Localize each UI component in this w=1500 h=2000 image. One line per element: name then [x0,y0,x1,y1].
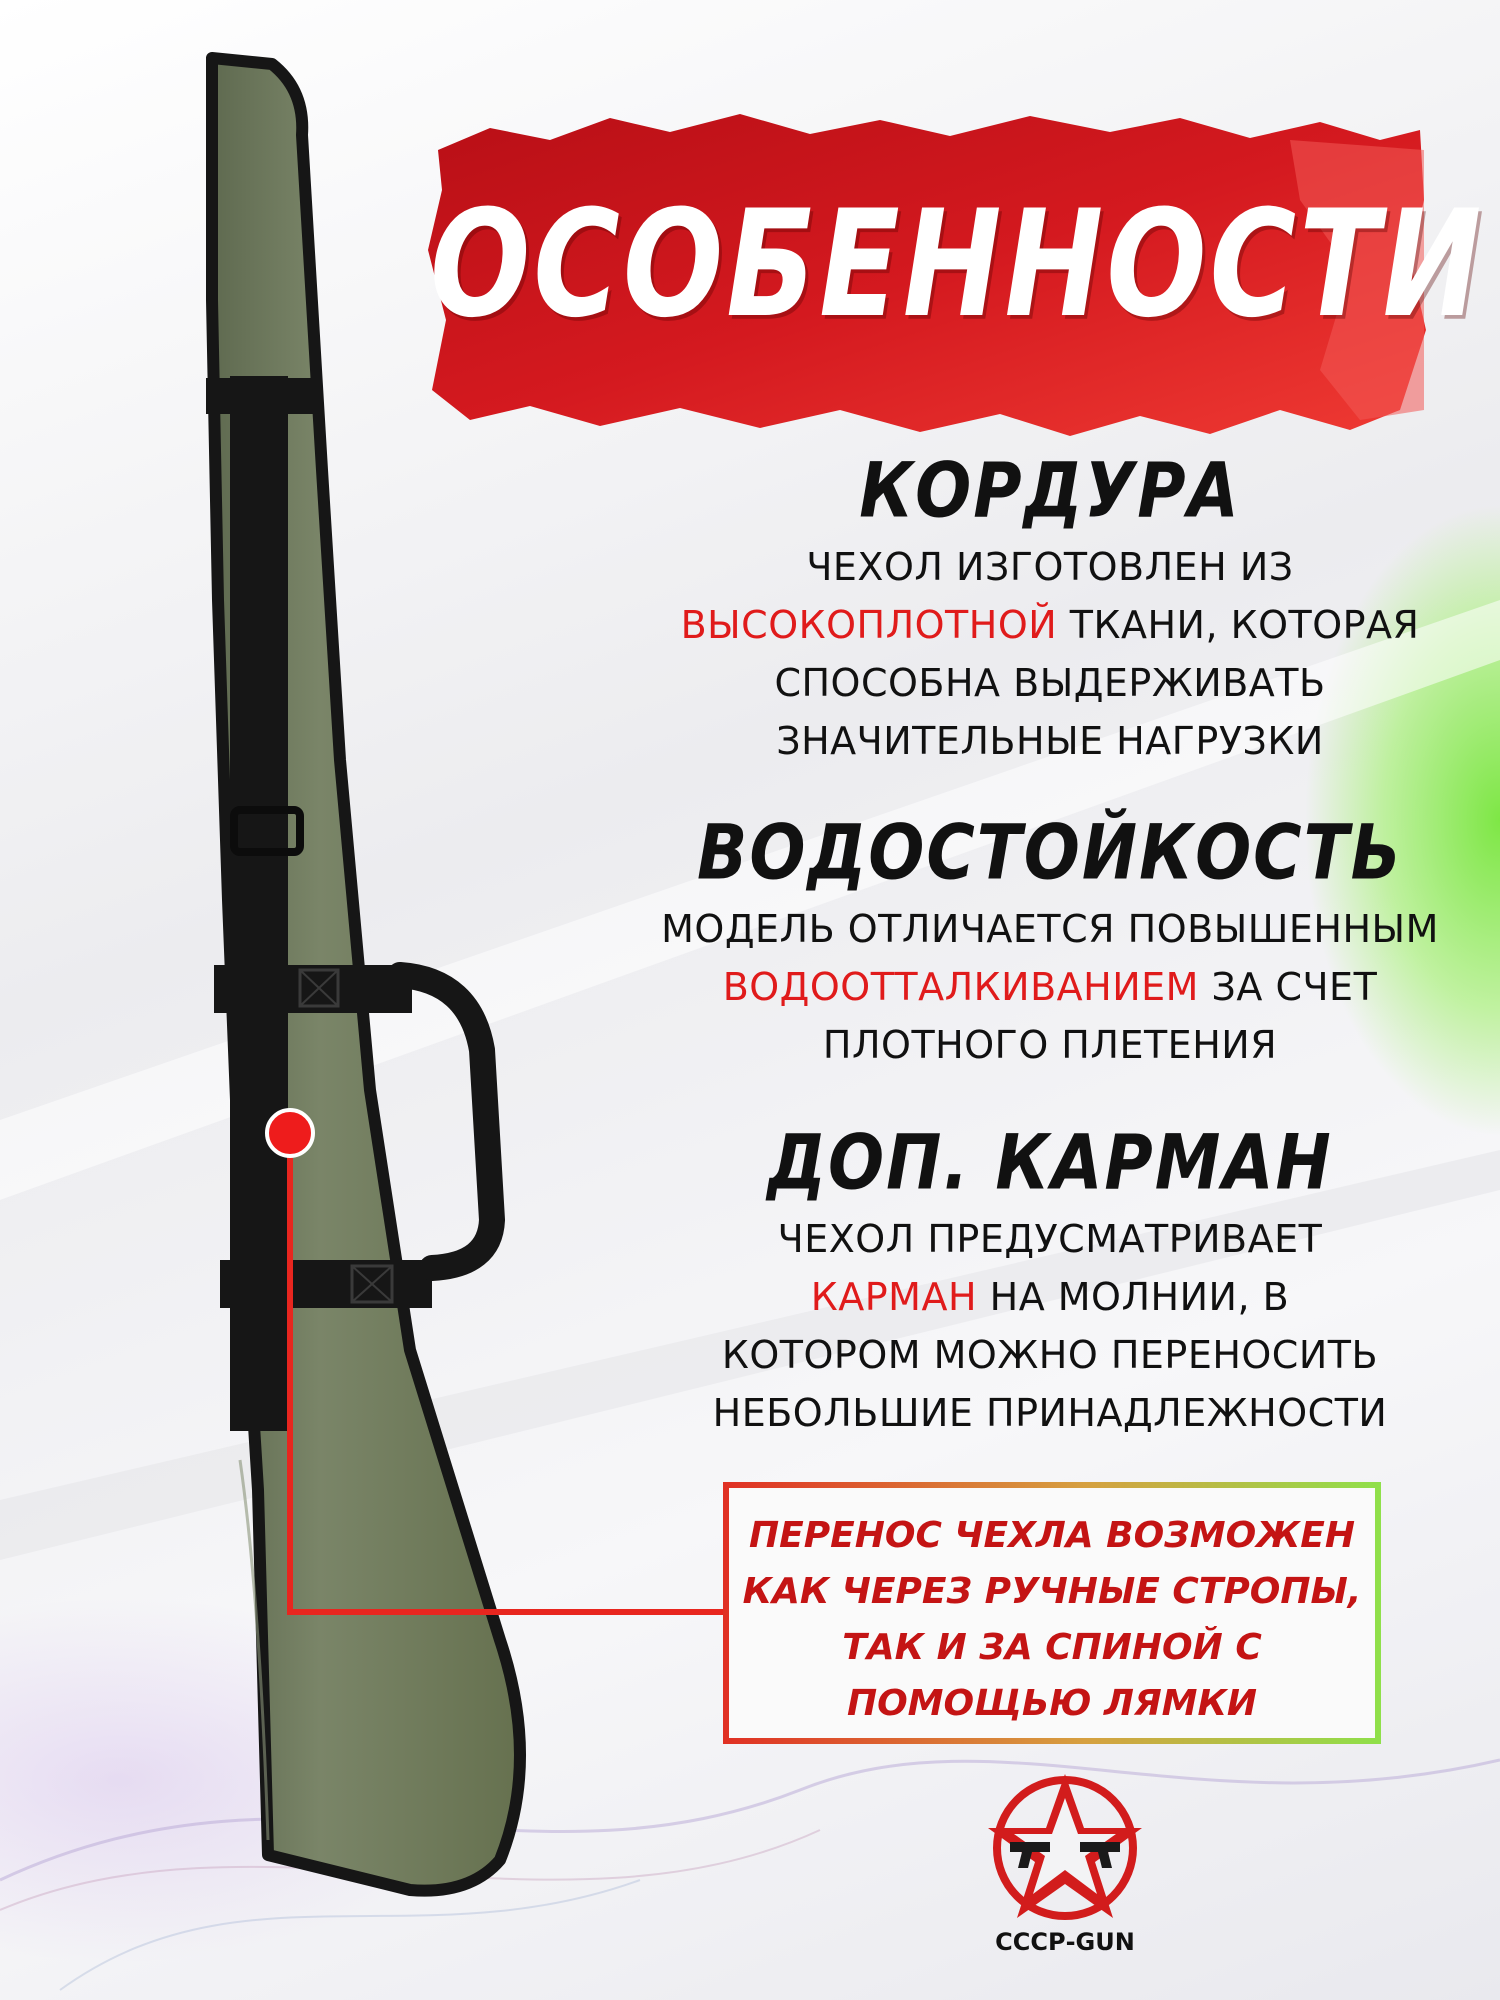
text-line: ЗА СЧЕТ [1198,965,1378,1009]
text-line: НА МОЛНИИ, В [977,1275,1290,1319]
brand-name: СССР-GUN [995,1928,1135,1956]
text-line: НЕБОЛЬШИЕ ПРИНАДЛЕЖНОСТИ [712,1391,1388,1435]
page-title: ОСОБЕННОСТИ [430,177,1485,350]
callout-dot-icon [267,1110,313,1156]
text-line: ЗНАЧИТЕЛЬНЫЕ НАГРУЗКИ [776,719,1324,763]
text-line: МОДЕЛЬ ОТЛИЧАЕТСЯ ПОВЫШЕННЫМ [661,907,1439,951]
carry-note-text [729,1488,1375,1732]
feature-cordura [640,446,1460,770]
text-line: ПЛОТНОГО ПЛЕТЕНИЯ [822,1023,1278,1067]
feature-title: ДОП. КАРМАН [767,1118,1333,1207]
highlight-text: ВОДООТТАЛКИВАНИЕМ [722,965,1199,1009]
feature-water-resistance [640,808,1460,1074]
note-line: ПЕРЕНОС ЧЕХЛА ВОЗМОЖЕН [749,1515,1355,1556]
text-line: КОТОРОМ МОЖНО ПЕРЕНОСИТЬ [721,1333,1379,1377]
feature-description [640,1210,1460,1442]
carry-note-box [723,1482,1381,1744]
note-line: КАК ЧЕРЕЗ РУЧНЫЕ СТРОПЫ, [742,1571,1362,1612]
feature-extra-pocket [640,1118,1460,1442]
text-line: СПОСОБНА ВЫДЕРЖИВАТЬ [774,661,1326,705]
note-line: ТАК И ЗА СПИНОЙ С [842,1627,1262,1668]
feature-description [640,900,1460,1074]
feature-title: ВОДОСТОЙКОСТЬ [697,808,1403,897]
highlight-text: КАРМАН [810,1275,978,1319]
text-line: ЧЕХОЛ ИЗГОТОВЛЕН ИЗ [806,545,1294,589]
feature-title: КОРДУРА [859,446,1241,535]
text-line: ЧЕХОЛ ПРЕДУСМАТРИВАЕТ [777,1217,1323,1261]
feature-description [640,538,1460,770]
text-line: ТКАНИ, КОТОРАЯ [1057,603,1420,647]
note-line: ПОМОЩЬЮ ЛЯМКИ [846,1683,1258,1724]
highlight-text: ВЫСОКОПЛОТНОЙ [680,603,1058,647]
